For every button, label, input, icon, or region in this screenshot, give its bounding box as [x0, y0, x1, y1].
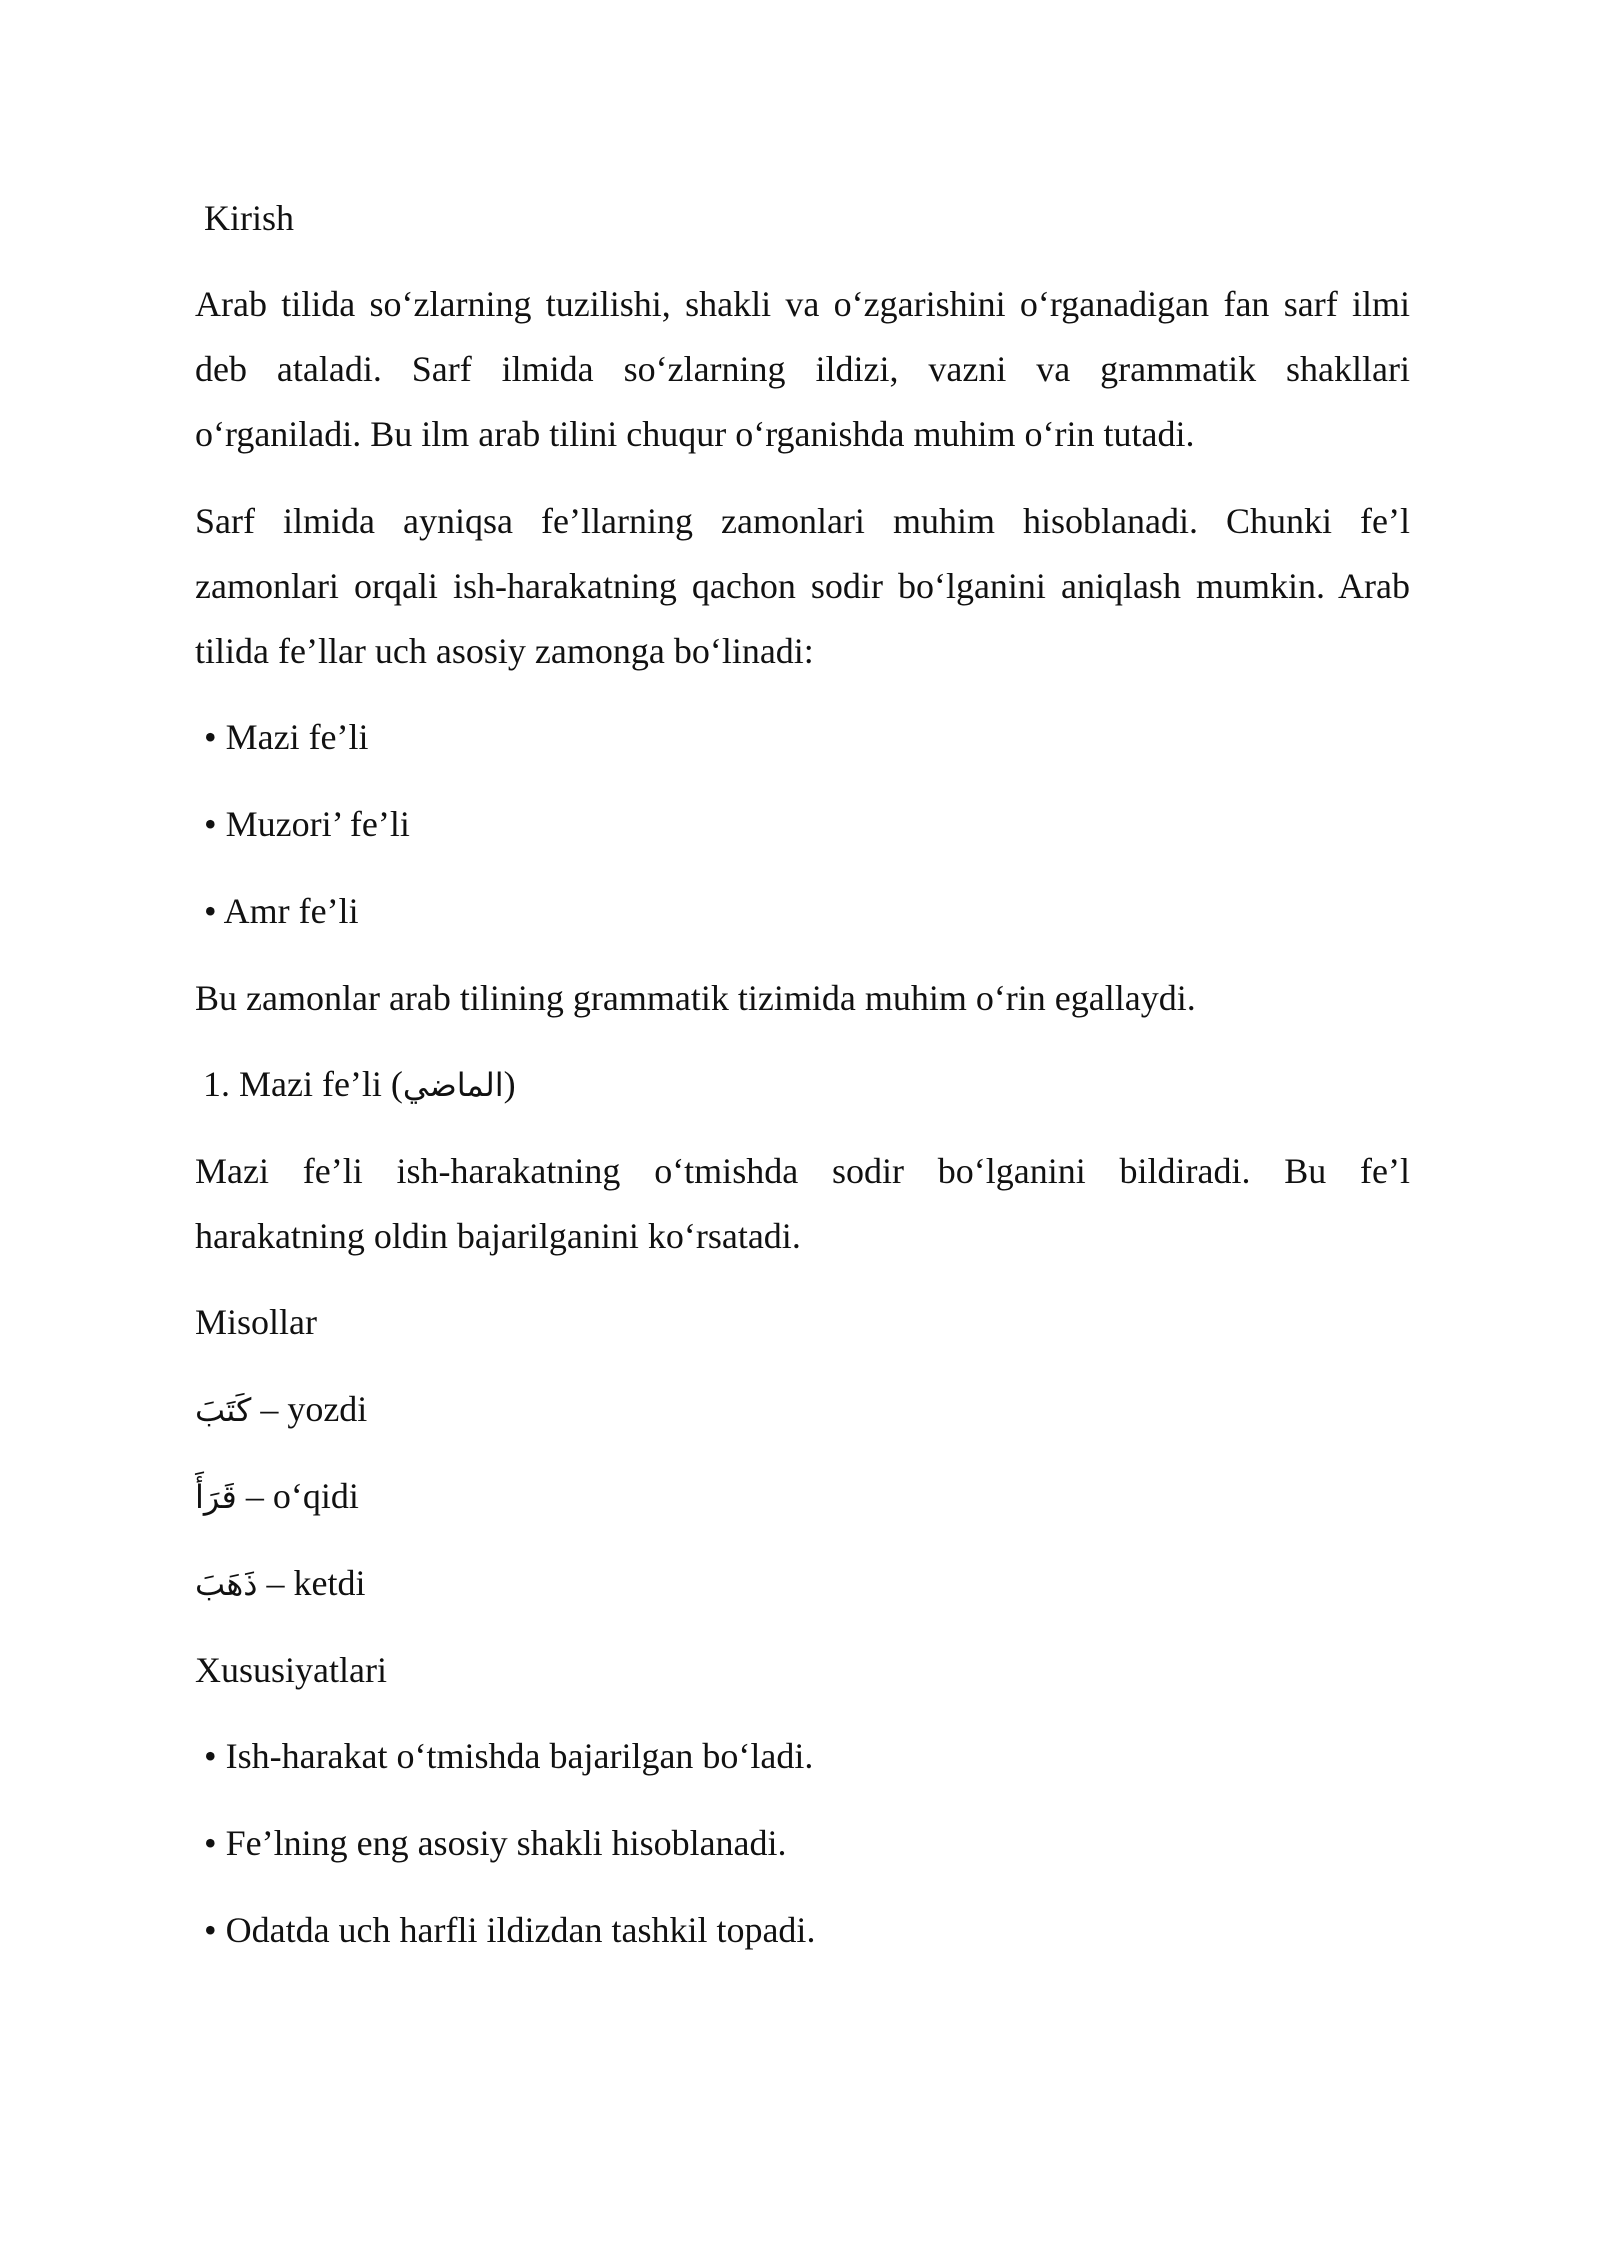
example-arabic: قَرَأَ [195, 1478, 237, 1516]
example-translation: – o‘qidi [236, 1476, 359, 1516]
paragraph-1-line-2: deb ataladi. Sarf ilmida so‘zlarning ildizi, vazni va grammatik shakllari [195, 349, 1410, 389]
paragraph-2-line-2: zamonlari orqali ish-harakatning qachon sodir bo‘lganini aniqlash mumkin. Arab [195, 566, 1410, 606]
section-1-number: 1. [203, 1064, 230, 1104]
example-translation: – ketdi [257, 1563, 366, 1603]
section-1-heading [203, 1062, 516, 1107]
feature-list-item: • Ish-harakat o‘tmishda bajarilgan bo‘ladi. [204, 1736, 814, 1776]
paragraph-2-line-1: Sarf ilmida ayniqsa fe’llarning zamonlari muhim hisoblanadi. Chunki fe’l [195, 501, 1410, 541]
section-1-arabic-term: الماضي [402, 1066, 504, 1104]
examples-heading: Misollar [195, 1302, 317, 1342]
intro-heading: Kirish [204, 198, 294, 238]
example-item [195, 1561, 366, 1606]
example-translation: – yozdi [251, 1389, 368, 1429]
paragraph-3: Bu zamonlar arab tilining grammatik tizimida muhim o‘rin egallaydi. [195, 978, 1196, 1018]
paragraph-2-line-3: tilida fe’llar uch asosiy zamonga bo‘linadi: [195, 631, 814, 671]
paragraph-4-line-2: harakatning oldin bajarilganini ko‘rsatadi. [195, 1216, 801, 1256]
feature-list-item: • Odatda uch harfli ildizdan tashkil topadi. [204, 1910, 816, 1950]
example-arabic: ذَهَبَ [195, 1565, 258, 1603]
example-arabic: كَتَبَ [195, 1391, 252, 1429]
tense-list-item: • Amr fe’li [204, 891, 359, 931]
tense-list-item: • Mazi fe’li [204, 717, 369, 757]
paragraph-1-line-3: o‘rganiladi. Bu ilm arab tilini chuqur o‘rganishda muhim o‘rin tutadi. [195, 414, 1195, 454]
tense-list-item: • Muzori’ fe’li [204, 804, 410, 844]
section-1-title: Mazi fe’li ( [239, 1064, 403, 1104]
section-1-close-paren: ) [503, 1064, 516, 1104]
paragraph-4-line-1: Mazi fe’li ish-harakatning o‘tmishda sodir bo‘lganini bildiradi. Bu fe’l [195, 1151, 1410, 1191]
paragraph-1-line-1: Arab tilida so‘zlarning tuzilishi, shakli va o‘zgarishini o‘rganadigan fan sarf ilmi [195, 284, 1410, 324]
feature-list-item: • Fe’lning eng asosiy shakli hisoblanadi. [204, 1823, 787, 1863]
features-heading: Xususiyatlari [195, 1650, 387, 1690]
example-item [195, 1474, 359, 1519]
example-item [195, 1387, 367, 1432]
